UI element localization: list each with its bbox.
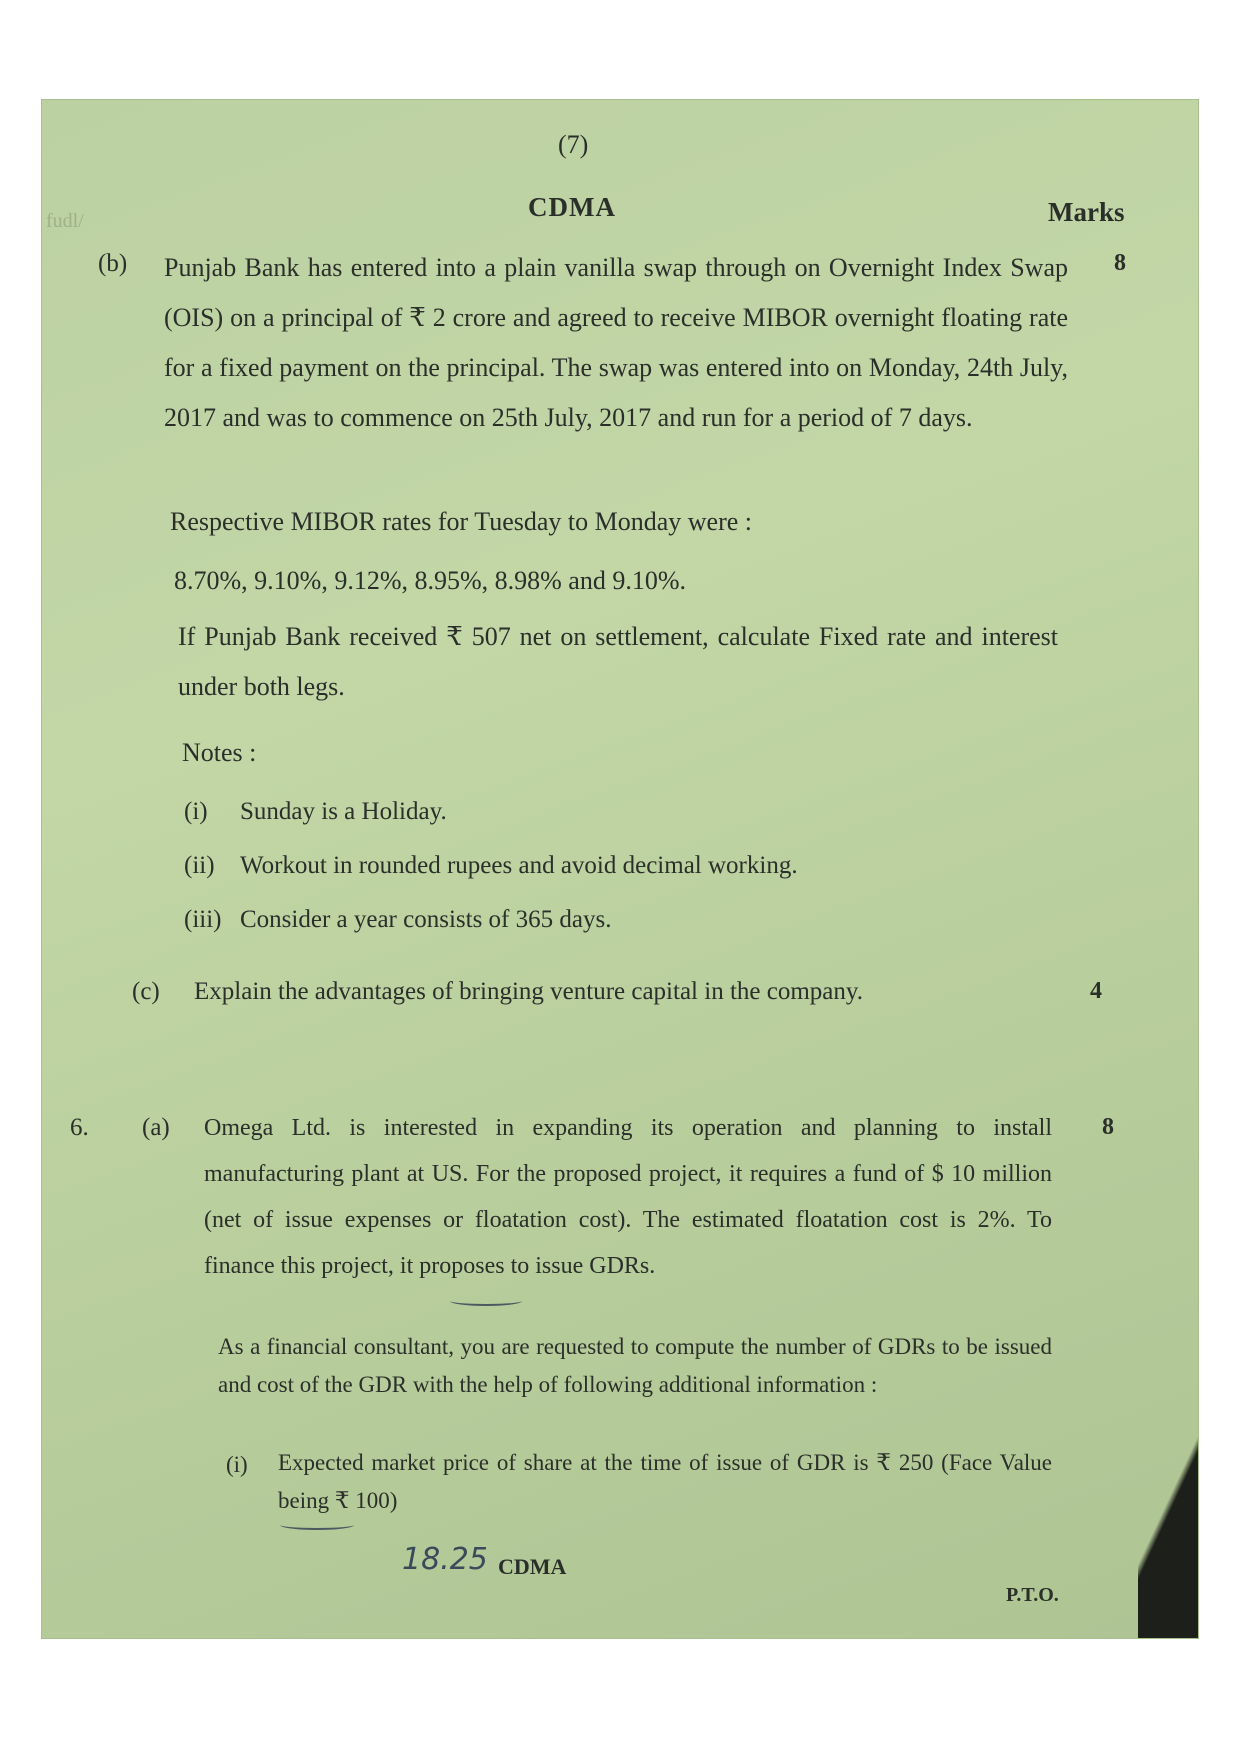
note-number: (ii)	[184, 852, 215, 879]
page-number: (7)	[558, 130, 589, 159]
pto-label: P.T.O.	[1006, 1584, 1059, 1606]
q5b-marks: 8	[1114, 250, 1126, 276]
q6a-label: (a)	[142, 1114, 170, 1141]
q5c-label: (c)	[132, 978, 160, 1005]
q6a-paragraph: Omega Ltd. is interested in expanding its operation and planning to install manufacturing plant at US. For the proposed project, it requires a fund of $ 10 million (net of issue expenses or floatation cost). The estimated floatation cost is 2%. To finance this project, it proposes to issue GDRs.	[204, 1115, 1052, 1279]
q5c-marks: 4	[1090, 978, 1102, 1004]
pen-underline	[280, 1520, 354, 1530]
q5b-note-3	[184, 906, 611, 934]
q5b-rates: 8.70%, 9.10%, 9.12%, 8.95%, 8.98% and 9.10%.	[174, 566, 686, 595]
note-number: (i)	[184, 798, 208, 825]
page-title: CDMA	[528, 192, 616, 222]
note-text: Sunday is a Holiday.	[240, 798, 447, 825]
note-number: (iii)	[184, 906, 222, 933]
q6a-marks: 8	[1102, 1114, 1114, 1140]
margin-fragment: fudl/	[46, 210, 84, 232]
q5b-rates-intro: Respective MIBOR rates for Tuesday to Monday were :	[170, 507, 753, 536]
q5b-paragraph: Punjab Bank has entered into a plain vanilla swap through on Overnight Index Swap (OIS) on a principal of ₹ 2 crore and agreed to receive MIBOR overnight floating rate for a fixed payment on the principal. The swap was entered into on Monday, 24th July, 2017 and was to commence on 25th July, 2017 and run for a period of 7 days.	[164, 253, 1068, 432]
pen-underline	[450, 1296, 522, 1306]
note-text: Workout in rounded rupees and avoid decimal working.	[240, 852, 798, 879]
marks-header: Marks	[1048, 197, 1125, 227]
q5b-question: If Punjab Bank received ₹ 507 net on settlement, calculate Fixed rate and interest under both legs.	[178, 622, 1058, 701]
note-text: Consider a year consists of 365 days.	[240, 906, 612, 933]
q5b-label: (b)	[98, 250, 128, 277]
q5b-note-2	[184, 852, 798, 880]
q6a-item-text: Expected market price of share at the time of issue of GDR is ₹ 250 (Face Value being ₹ 100)	[278, 1450, 1052, 1513]
q6a-paragraph-2: As a financial consultant, you are requested to compute the number of GDRs to be issued and cost of the GDR with the help of following additional information :	[218, 1334, 1052, 1397]
footer-code: CDMA	[498, 1554, 567, 1579]
q5b-note-1	[184, 798, 447, 826]
q6a-item-number: (i)	[226, 1452, 248, 1477]
q5c-text: Explain the advantages of bringing venture capital in the company.	[194, 978, 863, 1005]
q5b-notes-label: Notes :	[182, 738, 257, 767]
handwritten-note: 18.25	[402, 1542, 488, 1577]
q6-number: 6.	[70, 1114, 89, 1141]
exam-page	[42, 100, 1198, 1638]
page-corner-shadow	[1138, 1378, 1198, 1638]
